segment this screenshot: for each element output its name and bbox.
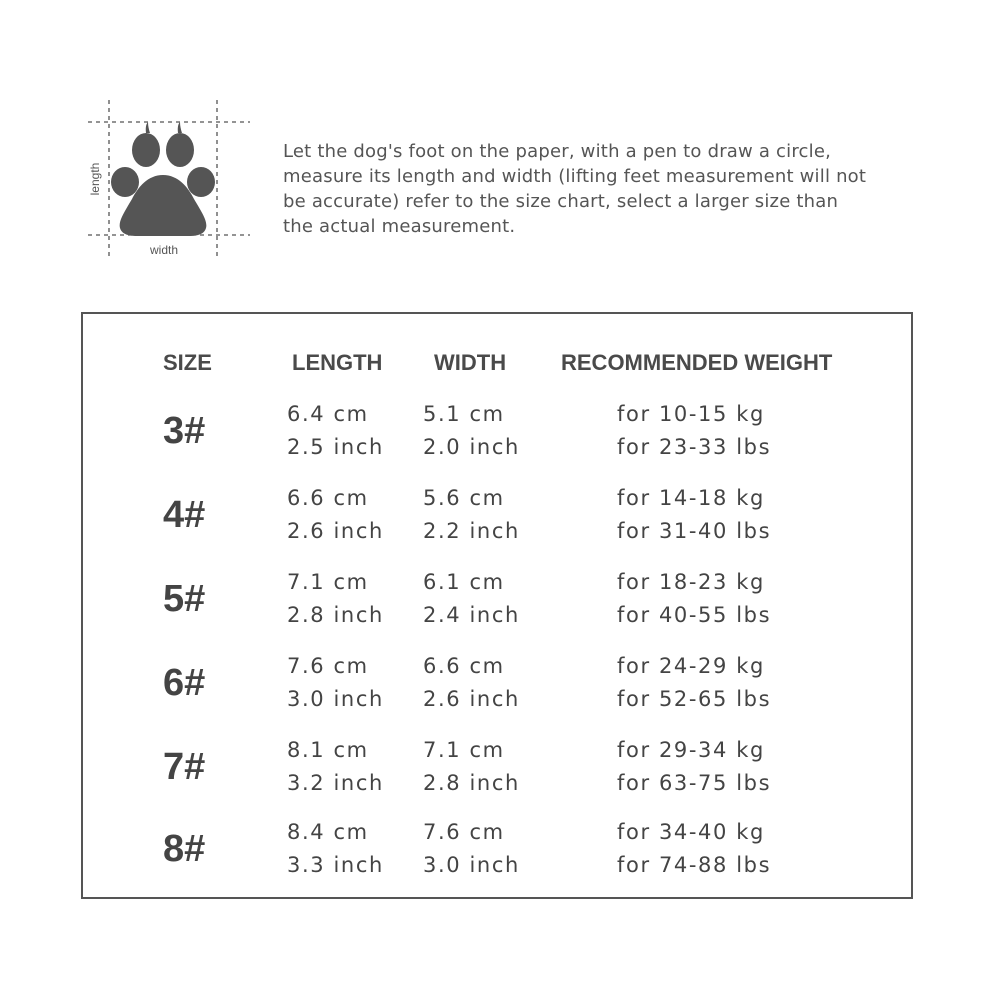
instruction-line: Let the dog's foot on the paper, with a pen to draw a circle, [283,141,832,162]
length-inch: 3.0 inch [287,687,384,711]
instruction-line: measure its length and width (lifting feet measurement will not [283,166,867,187]
instruction-line: the actual measurement. [283,216,516,237]
size-code: 7# [163,746,206,788]
header-size: SIZE [163,350,212,375]
size-chart-table [81,312,913,899]
length-inch: 3.2 inch [287,771,384,795]
width-cm: 7.6 cm [423,820,505,844]
length-inch: 2.5 inch [287,435,384,459]
length-cm: 8.4 cm [287,820,369,844]
table-row [83,738,911,808]
weight-kg: for 18-23 kg [617,570,765,594]
length-cm: 7.1 cm [287,570,369,594]
table-row [83,402,911,472]
paw-shape [111,122,215,236]
width-label: width [149,243,179,257]
width-cm: 7.1 cm [423,738,505,762]
table-row [83,486,911,556]
length-cm: 7.6 cm [287,654,369,678]
header-recommended-weight: RECOMMENDED WEIGHT [561,350,833,375]
width-inch: 3.0 inch [423,853,520,877]
weight-lbs: for 52-65 lbs [617,687,772,711]
paw-print-icon [80,95,255,265]
length-inch: 3.3 inch [287,853,384,877]
measurement-instructions [283,139,923,239]
width-cm: 5.6 cm [423,486,505,510]
length-inch: 2.8 inch [287,603,384,627]
width-inch: 2.8 inch [423,771,520,795]
paw-measurement-diagram [80,95,255,265]
width-cm: 6.6 cm [423,654,505,678]
table-row [83,570,911,640]
width-cm: 6.1 cm [423,570,505,594]
weight-kg: for 10-15 kg [617,402,765,426]
length-label: length [88,162,102,196]
width-cm: 5.1 cm [423,402,505,426]
weight-lbs: for 63-75 lbs [617,771,772,795]
weight-kg: for 29-34 kg [617,738,765,762]
length-inch: 2.6 inch [287,519,384,543]
size-code: 4# [163,494,206,536]
weight-lbs: for 31-40 lbs [617,519,772,543]
table-row [83,654,911,724]
size-code: 3# [163,410,206,452]
weight-kg: for 34-40 kg [617,820,765,844]
weight-kg: for 24-29 kg [617,654,765,678]
header-width: WIDTH [434,350,507,375]
length-cm: 8.1 cm [287,738,369,762]
width-inch: 2.2 inch [423,519,520,543]
width-inch: 2.4 inch [423,603,520,627]
table-row [83,820,911,890]
length-cm: 6.6 cm [287,486,369,510]
instruction-line: be accurate) refer to the size chart, select a larger size than [283,191,839,212]
weight-kg: for 14-18 kg [617,486,765,510]
weight-lbs: for 40-55 lbs [617,603,772,627]
width-inch: 2.0 inch [423,435,520,459]
header-length: LENGTH [292,350,383,375]
weight-lbs: for 23-33 lbs [617,435,772,459]
weight-lbs: for 74-88 lbs [617,853,772,877]
size-code: 6# [163,662,206,704]
size-code: 8# [163,828,206,870]
length-cm: 6.4 cm [287,402,369,426]
size-code: 5# [163,578,206,620]
width-inch: 2.6 inch [423,687,520,711]
